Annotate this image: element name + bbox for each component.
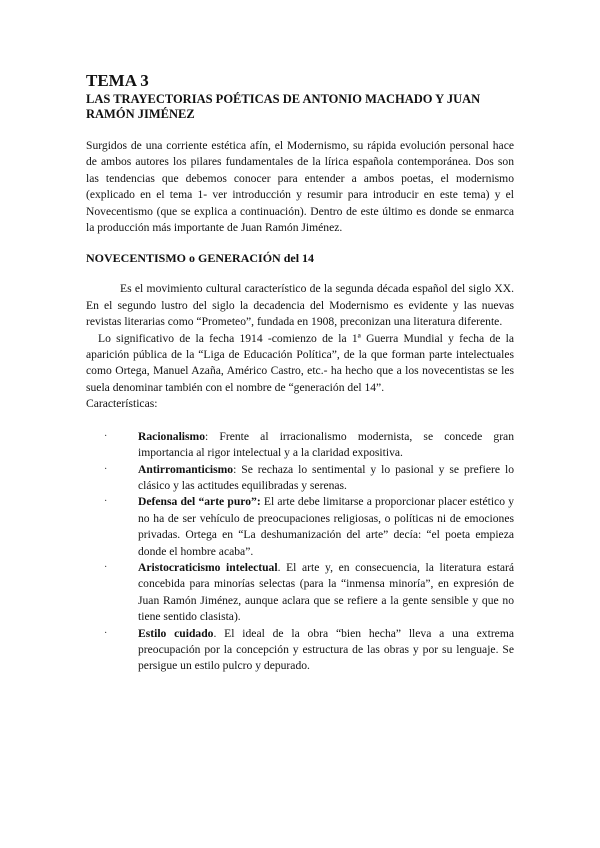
- feature-name: Racionalismo: [138, 429, 205, 443]
- feature-name: Estilo cuidado: [138, 626, 214, 640]
- bullet-icon: ·: [104, 430, 108, 442]
- feature-name: Antirromanticismo: [138, 462, 234, 476]
- document-title: LAS TRAYECTORIAS POÉTICAS DE ANTONIO MACHADO Y JUAN RAMÓN JIMÉNEZ: [86, 92, 481, 121]
- bullet-icon: ·: [104, 463, 108, 475]
- list-item: [86, 429, 514, 462]
- caracteristicas-label: Características:: [86, 397, 158, 411]
- list-item: [86, 494, 514, 560]
- tema-number: TEMA 3: [86, 71, 149, 90]
- bullet-icon: ·: [104, 627, 108, 639]
- bullet-icon: ·: [104, 496, 108, 508]
- list-item: [86, 462, 514, 495]
- bullet-icon: ·: [104, 561, 108, 573]
- feature-text: . El arte y, en consecuencia, la literatura estará concebida para minorías selectas (para la “inmensa minoría”, en expresión de Juan Ramón Jiménez, aunque aclara que se refiere a la gente sensible y que no tiene sentido clasista).: [138, 560, 514, 624]
- list-item: [86, 626, 514, 675]
- feature-name: Aristocraticismo intelectual: [138, 560, 278, 574]
- novecentismo-paragraph-2: Lo significativo de la fecha 1914 -comienzo de la 1ª Guerra Mundial y fecha de la aparición pública de la “Liga de Educación Política”, de la que forman parte intelectuales como Ortega, Manuel Azaña, Américo Castro, etc.- ha hecho que a los novecentistas se les suela denominar también con el nombre de “generación del 14”.: [86, 331, 514, 394]
- characteristics-list: [86, 429, 514, 675]
- feature-text: : Frente al irracionalismo modernista, se concede gran importancia al rigor intelectual y a la claridad expositiva.: [138, 429, 514, 460]
- list-item: [86, 560, 514, 626]
- intro-paragraph: Surgidos de una corriente estética afín, el Modernismo, su rápida evolución personal hace de ambos autores los pilares fundamentales de la lírica española contemporánea. Dos son las tendencias que debemos conocer para entender a ambos poetas, el modernismo (explicado en el tema 1- ver introducción y resumir para introducir en este tema) y el Novecentismo (que se explica a continuación). Dentro de este último es donde se enmarca la producción más importante de Juan Ramón Jiménez.: [86, 139, 514, 235]
- feature-name: Defensa del “arte puro”:: [138, 495, 261, 509]
- feature-text: : Se rechaza lo sentimental y lo pasional y se prefiere lo clásico y las actitudes equilibradas y serenas.: [138, 462, 514, 492]
- document-page: [86, 72, 514, 675]
- section-heading: NOVECENTISMO o GENERACIÓN del 14: [86, 251, 315, 266]
- feature-text: El arte debe limitarse a proporcionar placer estético y no ha de ser vehículo de preocupaciones religiosas, o políticas ni de emociones privadas. Ortega en “La deshumanización del arte” decía: “el poeta empieza donde el hombre acaba”.: [138, 495, 515, 558]
- novecentismo-paragraph-1: Es el movimiento cultural característico de la segunda década español del siglo XX. En el segundo lustro del siglo la decadencia del Modernismo es evidente y las nuevas revistas literarias como “Prometeo”, fundada en 1908, preconizan una literatura diferente.: [86, 282, 514, 329]
- feature-text: . El ideal de la obra “bien hecha” lleva a una extrema preocupación por la concepción y estructura de las obras y por su lenguaje. Se persigue un estilo pulcro y depurado.: [138, 626, 514, 673]
